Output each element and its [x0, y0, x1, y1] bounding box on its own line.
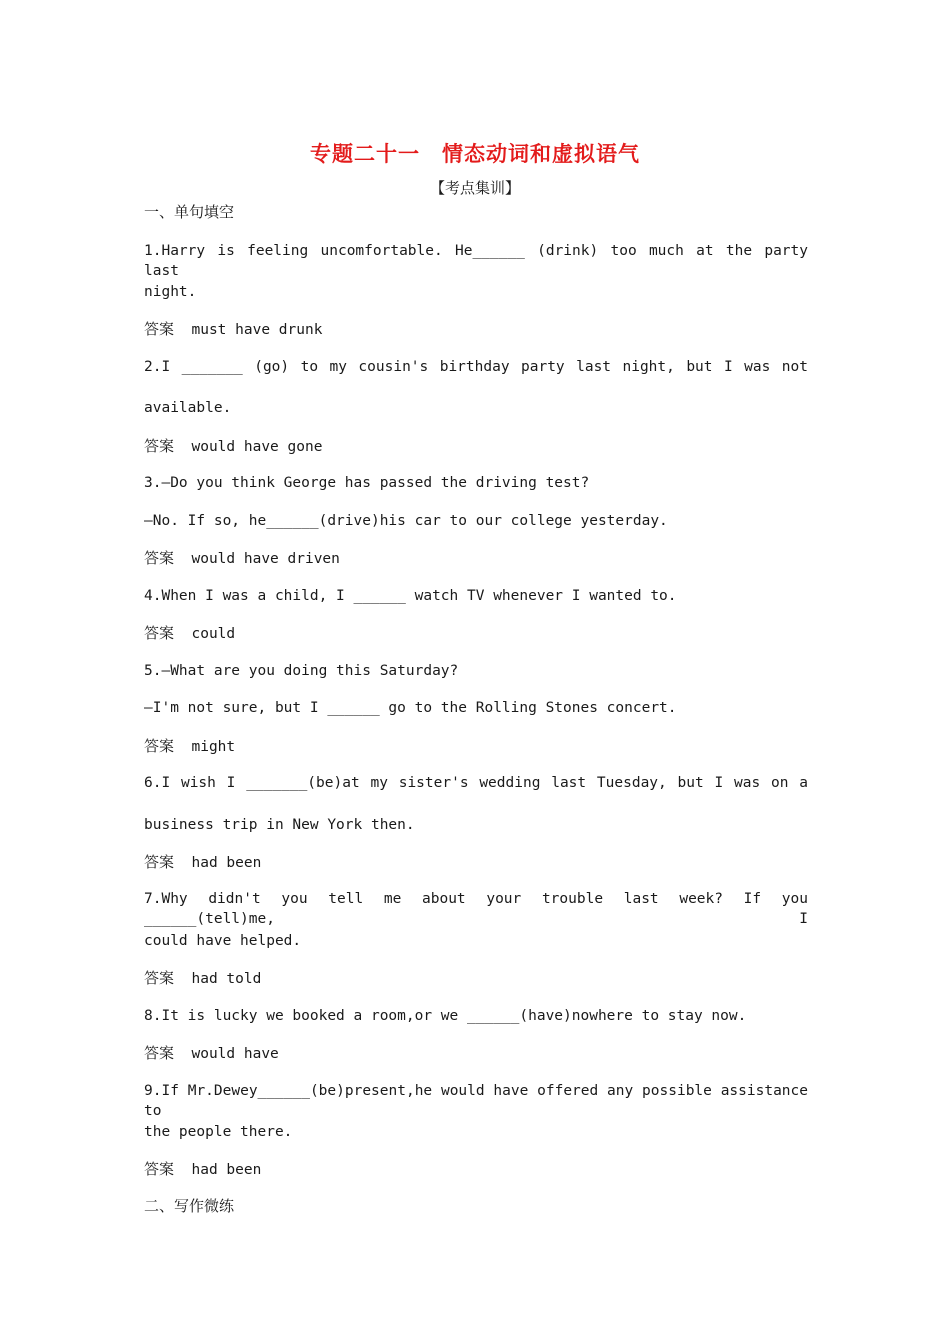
answer-6: [144, 852, 808, 873]
page-subtitle: 【考点集训】: [429, 179, 520, 197]
answer-label: 答案: [144, 437, 175, 455]
answer-4: [144, 623, 808, 644]
question-1-line-2: night.: [144, 284, 197, 300]
answer-8: [144, 1043, 808, 1064]
answer-label: 答案: [144, 624, 175, 642]
question-2-line-1: 2.I _______ (go) to my cousin's birthday party last night, but I was not: [144, 359, 808, 375]
answer-label: 答案: [144, 549, 175, 567]
answer-text: would have driven: [191, 551, 340, 567]
question-5-line-2: —I'm not sure, but I ______ go to the Rolling Stones concert.: [144, 700, 677, 716]
answer-label: 答案: [144, 1044, 175, 1062]
answer-label: 答案: [144, 853, 175, 871]
page-title: 专题二十一 情态动词和虚拟语气: [310, 142, 640, 166]
answer-text: had told: [191, 971, 262, 987]
answer-1: [144, 319, 808, 340]
question-9-line-1: 9.If Mr.Dewey______(be)present,he would have offered any possible assistance to: [144, 1083, 808, 1119]
answer-label: 答案: [144, 737, 175, 755]
answer-7: [144, 968, 808, 989]
question-1-line-1: 1.Harry is feeling uncomfortable. He______ (drink) too much at the party last: [144, 243, 808, 279]
answer-text: must have drunk: [191, 322, 323, 338]
question-3-line-2: —No. If so, he______(drive)his car to our college yesterday.: [144, 513, 668, 529]
answer-text: might: [191, 739, 236, 755]
section-heading-fill-in: 一、单句填空: [144, 203, 235, 221]
question-9-line-2: the people there.: [144, 1124, 293, 1140]
answer-label: 答案: [144, 1160, 175, 1178]
answer-9: [144, 1159, 808, 1180]
answer-text: would have gone: [191, 439, 323, 455]
question-5-line-1: 5.—What are you doing this Saturday?: [144, 663, 459, 679]
answer-text: had been: [191, 855, 262, 871]
question-6-line-2: business trip in New York then.: [144, 817, 415, 833]
answer-2: [144, 436, 808, 457]
answer-5: [144, 736, 808, 757]
question-6-line-1: 6.I wish I _______(be)at my sister's wedding last Tuesday, but I was on a: [144, 775, 808, 791]
section-heading-writing: 二、写作微练: [144, 1197, 235, 1215]
question-2-line-2: available.: [144, 400, 232, 416]
answer-label: 答案: [144, 320, 175, 338]
answer-label: 答案: [144, 969, 175, 987]
answer-3: [144, 548, 808, 569]
question-3-line-1: 3.—Do you think George has passed the driving test?: [144, 475, 590, 491]
question-4-line-1: 4.When I was a child, I ______ watch TV whenever I wanted to.: [144, 588, 677, 604]
question-8-line-1: 8.It is lucky we booked a room,or we ______(have)nowhere to stay now.: [144, 1008, 747, 1024]
question-7-line-1: 7.Why didn't you tell me about your trouble last week? If you ______(tell)me, I: [144, 891, 808, 927]
answer-text: would have: [191, 1046, 279, 1062]
question-7-line-2: could have helped.: [144, 933, 302, 949]
answer-text: could: [191, 626, 236, 642]
answer-text: had been: [191, 1162, 262, 1178]
